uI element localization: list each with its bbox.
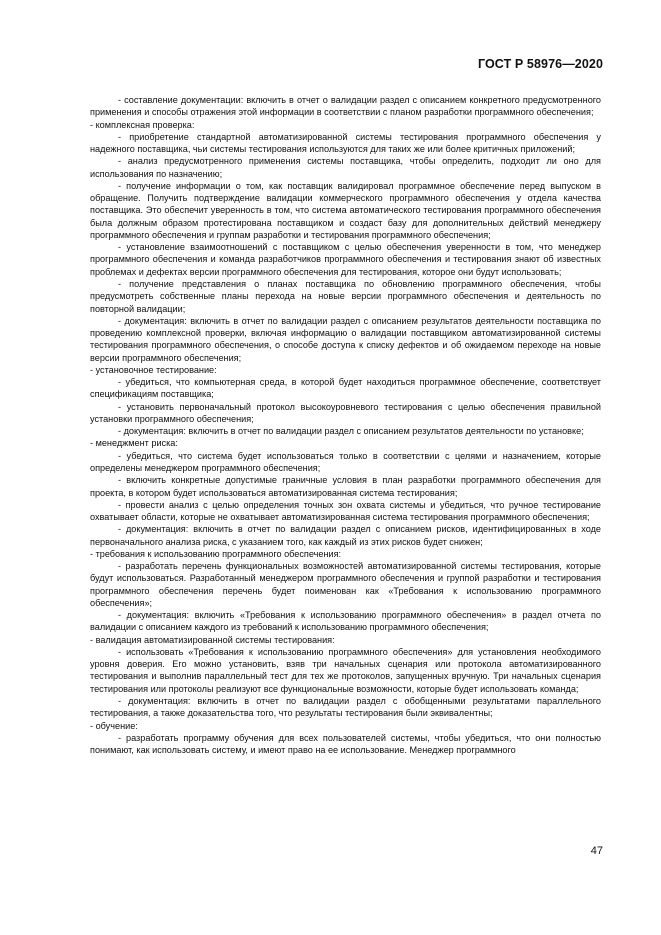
paragraph: - получение информации о том, как поставщик валидировал программное обеспечение перед выпуском в обращение. Получить подтверждение валидации коммерческого программного обеспечения у отдела качества поставщика. Это обеспечит уверенность в том, что система автоматического тестирования программного обеспечения была должным образом протестирована поставщиком и создаст базу для дополнительных действий менеджеру программного обеспечения и группам разработки и тестирования программного обеспечения; [90,180,601,240]
paragraph: - документация: включить «Требования к использованию программного обеспечения» в раздел отчета по валидации с описанием каждого из требований к использованию программного обеспечения; [90,610,601,633]
paragraph: - разработать перечень функциональных возможностей автоматизированной системы тестирования, которые будут использоваться. Разработанный менеджером программного обеспечения и группой разработки и тестирования программного обеспечения перечень будет поименован как «Требования к использованию программного обеспечения»; [90,561,601,608]
paragraph: - документация: включить в отчет по валидации раздел с описанием рисков, идентифицированных в ходе первоначального анализа риска, с указанием того, как каждый из этих рисков будет снижен; [90,524,601,547]
paragraph: - получение представления о планах поставщика по обновлению программного обеспечения, чтобы предусмотреть собственные планы перехода на новые версии программного обеспечения и деятельность по повторной валидации; [90,278,601,314]
paragraph: - использовать «Требования к использованию программного обеспечения» для установления необходимого уровня доверия. Его можно установить, взяв три начальных сценария или протокола автоматизированного тестирования и выполнив параллельный тест для тех же протоколов, запущенных вручную. Три начальных сценария тестирования или протоколы реализуют все функциональные возможности, которые будет использовать команда; [90,646,601,694]
page-body [90,94,601,756]
paragraph: - установление взаимоотношений с поставщиком с целью обеспечения уверенности в том, что менеджер программного обеспечения и команда разработчиков программного обеспечения и тестирования знают об известных проблемах и дефектах версии программного обеспечения для тестирования, которое они будут использовать; [90,242,601,277]
paragraph: - документация: включить в отчет по валидации раздел с описанием результатов деятельности поставщика по проведению комплексной проверки, включая информацию о валидации поставщиком автоматизированной системы тестирования программного обеспечения, о способе доступа к списку дефектов и об ожидаемом переходе на новые версии программного обеспечения; [90,315,601,363]
document-code: ГОСТ Р 58976—2020 [477,57,603,71]
paragraph: - требования к использованию программного обеспечения: [90,548,342,559]
paragraph: - менеджмент риска: [90,438,178,449]
paragraph: - анализ предусмотренного применения системы поставщика, чтобы определить, подходит ли оно для использования по назначению; [90,156,601,179]
paragraph: - документация: включить в отчет по валидации раздел с описанием результатов деятельности по установке; [118,426,584,437]
paragraph: - разработать программу обучения для всех пользователей системы, чтобы убедиться, что они полностью понимают, как использовать систему, и имеют право на ее использование. Менеджер программного [90,732,601,756]
paragraph: - установочное тестирование: [90,364,217,375]
paragraph: - убедиться, что система будет использоваться только в соответствии с целями и назначением, которые определены менеджером программного обеспечения; [90,450,601,473]
paragraph: - комплексная проверка: [90,119,195,130]
paragraph: - провести анализ с целью определения точных зон охвата системы и убедиться, что ручное тестирование охватывает области, которые не охватывает автоматизированная система тестирования программного обеспечения; [90,499,601,523]
paragraph: - обучение: [90,720,138,731]
paragraph: - установить первоначальный протокол высокоуровневого тестирования с целью обеспечения правильной установки программного обеспечения; [90,401,601,424]
paragraph: - валидация автоматизированной системы тестирования: [90,634,335,645]
paragraph: - составление документации: включить в отчет о валидации раздел с описанием конкретного предусмотренного применения и способы отражения этой информации в соответствии с планом разработки программного обеспечения; [90,95,601,118]
paragraph: - документация: включить в отчет по валидации раздел с обобщенными результатами параллельного тестирования, а также доказательства того, что результаты тестирования были эквивалентны; [90,696,601,719]
page-number: 47 [590,845,603,857]
paragraph: - приобретение стандартной автоматизированной системы тестирования программного обеспечения у надежного поставщика, чьи системы тестирования используются для таких же или более критичных приложений; [90,131,601,155]
paragraph: - убедиться, что компьютерная среда, в которой будет находиться программное обеспечение, соответствует спецификациям поставщика; [90,377,601,400]
paragraph: - включить конкретные допустимые граничные условия в план разработки программного обеспечения для проекта, в котором будет использоваться автоматизированная система тестирования; [90,475,601,498]
